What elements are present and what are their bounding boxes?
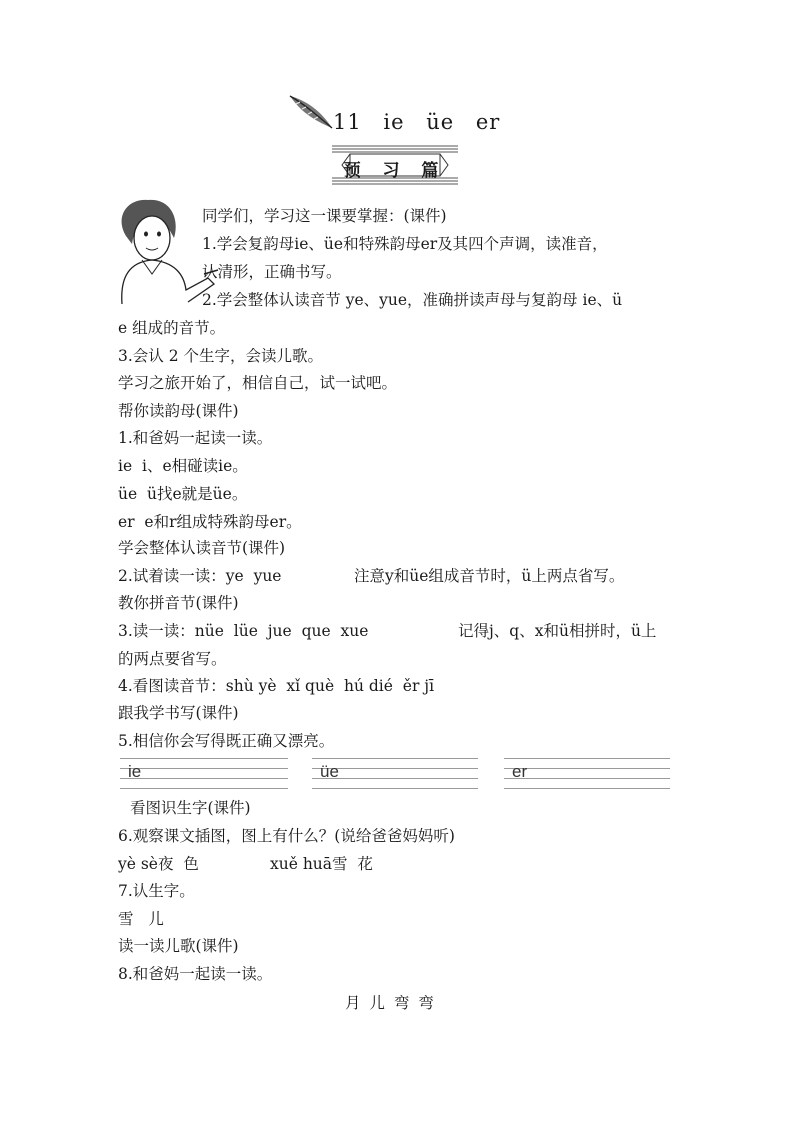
section-heading: 学会整体认读音节(课件) [118,539,286,557]
pinyin-word: yè sè夜 色 [118,855,199,873]
writing-grid-er [504,758,670,790]
vowel-line-er: er e和r组成特殊韵母er。 [118,513,302,531]
section-heading: 看图识生字(课件) [130,799,251,817]
exercise-item: 3.读一读：nüe lüe jue que xue [118,622,369,640]
quill-pen-icon [288,94,336,134]
new-characters: 雪 儿 [118,910,164,928]
goal-2: 2.学会整体认读音节 ye、yue，准确拼读声母与复韵母 ie、ü [202,291,623,309]
section-heading: 读一读儿歌(课件) [118,937,239,955]
encourage-line: 学习之旅开始了，相信自己，试一试吧。 [118,374,398,392]
vowel-line-ue: üe ü找e就是üe。 [118,485,248,503]
exercise-note: 注意y和üe组成音节时，ü上两点省写。 [354,567,625,585]
writing-grid-ie [120,758,288,790]
writing-grid-ue [312,758,478,790]
intro-line: 同学们，学习这一课要掌握：(课件) [202,207,447,225]
section-badge: 预 习 篇 [343,161,447,181]
section-heading: 教你拼音节(课件) [118,594,239,612]
goal-3: 3.会认 2 个生字，会读儿歌。 [118,347,324,365]
section-heading: 帮你读韵母(课件) [118,402,239,420]
writing-sample: üe [320,762,339,781]
writing-sample: er [512,762,528,781]
section-heading: 跟我学书写(课件) [118,704,239,722]
goal-1-cont: 认清形，正确书写。 [202,263,342,281]
exercise-item: 1.和爸妈一起读一读。 [118,429,273,447]
exercise-item: 6.观察课文插图，图上有什么？(说给爸爸妈妈听) [118,827,455,845]
exercise-note-cont: 的两点要省写。 [118,650,227,668]
exercise-item: 7.认生字。 [118,882,195,900]
pinyin-word: xuě huā雪 花 [270,855,373,873]
exercise-item: 8.和爸妈一起读一读。 [118,965,273,983]
poem-title: 月 儿 弯 弯 [345,994,434,1012]
exercise-item: 4.看图读音节：shù yè xǐ què hú dié ěr jī [118,677,435,695]
vowel-line-ie: ie i、e相碰读ie。 [118,457,248,475]
writing-sample: ie [128,762,142,781]
goal-2-cont: e 组成的音节。 [118,319,226,337]
exercise-item: 5.相信你会写得既正确又漂亮。 [118,732,335,750]
exercise-note: 记得j、q、x和ü相拼时，ü上 [458,622,657,640]
exercise-item: 2.试着读一读：ye yue [118,567,282,585]
goal-1: 1.学会复韵母ie、üe和特殊韵母er及其四个声调，读准音， [202,235,608,253]
page-title: 11 ie üe er [333,110,501,134]
